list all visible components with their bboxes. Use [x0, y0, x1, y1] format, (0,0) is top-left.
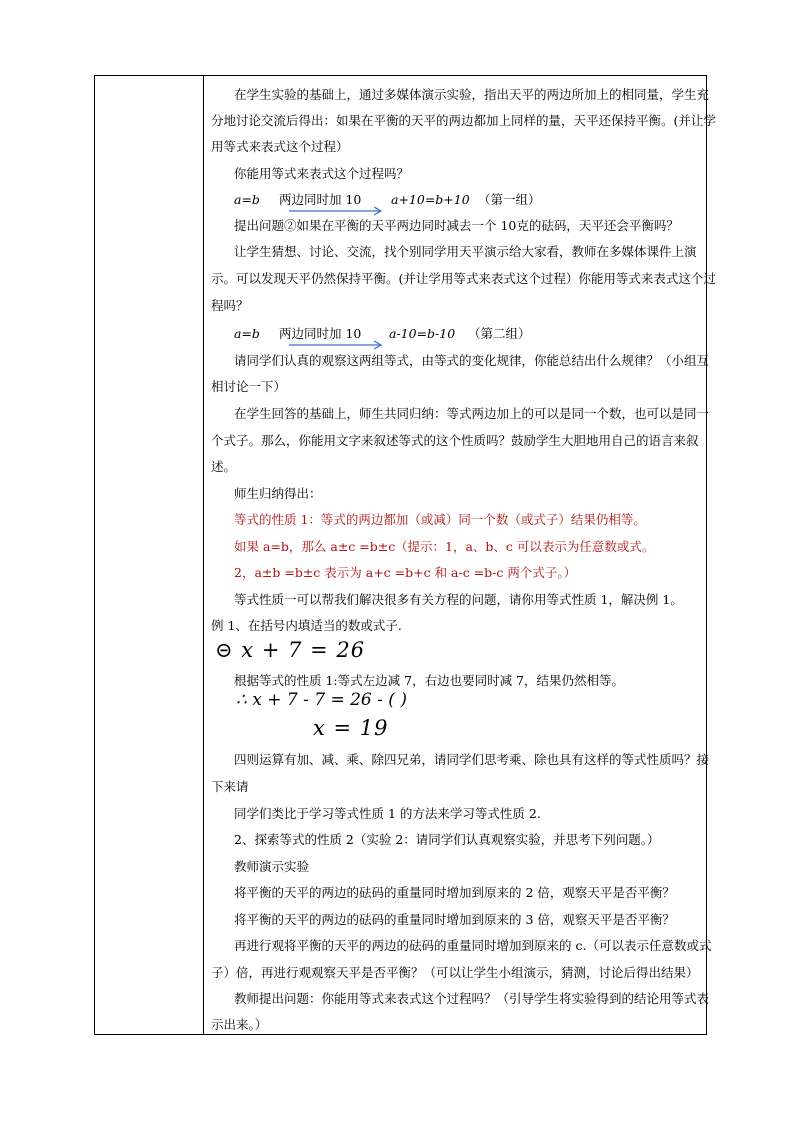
property-hint: （提示：1，a、b、c 可以表示为任意数或式。	[395, 539, 655, 554]
paragraph-line: 程吗？	[211, 298, 249, 313]
example-title: 例 1、在括号内填适当的数或式子.	[211, 618, 402, 633]
paragraph-line: 个式子。那么，你能用文字来叙述等式的这个性质吗？鼓励学生大胆地用自己的语言来叙	[211, 433, 699, 448]
table-column-divider	[203, 75, 204, 1035]
paragraph-line: 用等式来表式这个过程）	[211, 139, 349, 154]
solution-result: x = 19	[313, 716, 389, 740]
paragraph-line: 四则运算有加、减、乘、除四兄弟，请同学们思考乘、除也具有这样的等式性质吗？接	[234, 752, 710, 767]
property-hint: 2，a±b =b±c 表示为 a+c =b+c 和 a-c =b-c 两个式子。）	[234, 565, 577, 580]
equation-left: a=b	[234, 192, 260, 207]
example-equation: ⊝ x + 7 = 26	[215, 638, 366, 662]
property-formula: 如果 a=b，那么 a±c =b±c	[234, 539, 396, 554]
paragraph-line: 提出问题②如果在平衡的天平两边同时减去一个 10克的砝码，天平还会平衡吗？	[234, 218, 679, 233]
paragraph-line: 请同学们认真的观察这两组等式，由等式的变化规律，你能总结出什么规律？（小组互	[234, 353, 710, 368]
operation-label: 两边同时加 10	[279, 326, 362, 341]
arrow-icon	[289, 205, 385, 217]
equation-right: a-10=b-10	[389, 326, 456, 341]
paragraph-line: 师生归纳得出：	[234, 486, 322, 501]
group-tag: （第二组）	[468, 326, 531, 341]
paragraph-line: 相讨论一下）	[211, 379, 287, 394]
group-tag: （第一组）	[478, 192, 541, 207]
paragraph-line: 分地讨论交流后得出：如果在平衡的天平的两边都加上同样的量，天平还保持平衡。(并让学	[211, 113, 716, 128]
paragraph-line: 2、探索等式的性质 2（实验 2：请同学们认真观察实验，并思考下列问题。）	[234, 832, 660, 847]
property-statement: 等式的性质 1：等式的两边都加（或减）同一个数（或式子）结果仍相等。	[234, 512, 646, 527]
arrow-icon	[289, 339, 385, 351]
paragraph-line: 在学生回答的基础上，师生共同归纳：等式两边加上的可以是同一个数，也可以是同一	[234, 406, 710, 421]
paragraph-line: 示。可以发现天平仍然保持平衡。(并让学用等式来表式这个过程）你能用等式来表式这个过	[211, 271, 716, 286]
operation-label: 两边同时加 10	[279, 192, 362, 207]
paragraph-line: 再进行观将平衡的天平的两边的砝码的重量同时增加到原来的 c.（可以表示任意数或式	[234, 938, 712, 953]
paragraph-line: 你能用等式来表式这个过程吗？	[234, 166, 410, 181]
equation-left: a=b	[234, 326, 260, 341]
equation-right: a+10=b+10	[391, 192, 470, 207]
paragraph-line: 教师提出问题：你能用等式来表式这个过程吗？（引导学生将实验得到的结论用等式表	[234, 991, 710, 1006]
paragraph-line: 将平衡的天平的两边的砝码的重量同时增加到原来的 2 倍，观察天平是否平衡？	[234, 885, 675, 900]
paragraph-line: 下来请	[211, 779, 249, 794]
solution-step: ∴ x + 7 - 7 = 26 - ( )	[236, 690, 407, 710]
paragraph-line: 示出来。）	[211, 1017, 268, 1032]
paragraph-line: 等式性质一可以帮我们解决很多有关方程的问题，请你用等式性质 1，解决例 1。	[234, 592, 683, 607]
paragraph-line: 教师演示实验	[234, 859, 310, 874]
paragraph-line: 述。	[211, 459, 237, 474]
paragraph-line: 同学们类比于学习等式性质 1 的方法来学习等式性质 2.	[234, 806, 541, 821]
paragraph-line: 根据等式的性质 1:等式左边减 7，右边也要同时减 7，结果仍然相等。	[234, 673, 624, 688]
paragraph-line: 在学生实验的基础上，通过多媒体演示实验，指出天平的两边所加上的相同量，学生充	[234, 87, 710, 102]
paragraph-line: 让学生猜想、讨论、交流，找个别同学用天平演示给大家看，教师在多媒体课件上演	[234, 244, 697, 259]
paragraph-line: 将平衡的天平的两边的砝码的重量同时增加到原来的 3 倍，观察天平是否平衡？	[234, 912, 675, 927]
paragraph-line: 子）倍，再进行观观察天平是否平衡？（可以让学生小组演示，猜测，讨论后得出结果）	[211, 965, 699, 980]
